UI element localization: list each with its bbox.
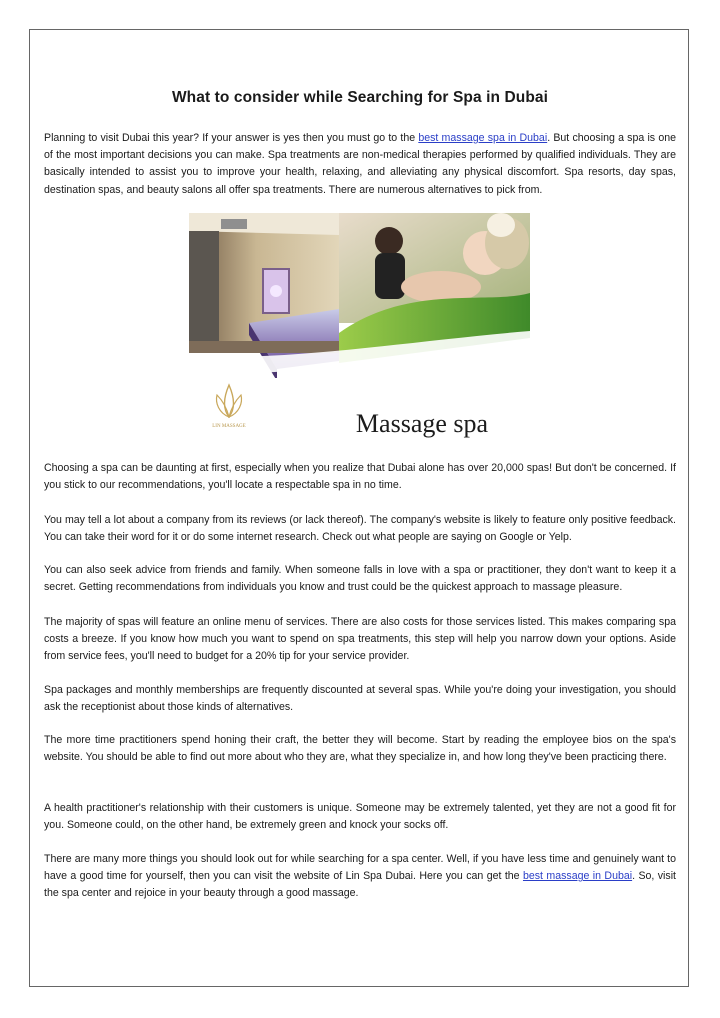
paragraph-reviews: You may tell a lot about a company from its reviews (or lack thereof). The company's website is likely to feature only positive feedback. You can take their word for it or do some internet research. Check out what people are saying on Google or Yelp. — [44, 514, 676, 544]
closing-paragraph — [44, 851, 676, 903]
paragraph-packages: Spa packages and monthly memberships are frequently discounted at several spas. While you're doing your investigation, you should ask the receptionist about those kinds of alternatives. — [44, 684, 676, 714]
best-massage-spa-link[interactable]: best massage spa in Dubai — [418, 132, 548, 144]
paragraph-menu-costs: The majority of spas will feature an online menu of services. There are also costs for those services listed. This makes comparing spa costs a breeze. If you know how much you want to spend on spa treatments, this step will help you narrow down your options. Aside from service fees, you'll need to budget for a 20% tip for your service provider. — [44, 616, 676, 663]
image-caption: Massage spa — [355, 409, 489, 438]
intro-text-start: Planning to visit Dubai this year? If your answer is yes then you must go to the — [44, 132, 419, 144]
closing-text-end: . So, visit the spa center and rejoice in your beauty through a good massage. — [44, 870, 677, 900]
hero-image — [189, 213, 530, 439]
massage-spa-illustration — [189, 213, 530, 439]
intro-text-end: . But choosing a spa is one of the most important decisions you can make. Spa treatments are non-medical therapies performed by qualified individuals. They are basically intended to assist you to improve your health, relaxing, and alleviating any physical discomfort. Spa resorts, day spas, destination spas, and beauty salons all offer spa treatments. There are numerous alternatives to pick from. — [44, 132, 676, 196]
best-massage-dubai-link[interactable]: best massage in Dubai — [522, 870, 633, 883]
intro-paragraph — [44, 130, 676, 199]
logo-text: LIN MASSAGE — [212, 424, 246, 429]
paragraph-spa-count: Choosing a spa can be daunting at first, especially when you realize that Dubai alone has over 20,000 spas! But don't be concerned. If you stick to our recommendations, you'll locate a respectable spa in no time. — [44, 462, 676, 492]
closing-text-start: There are many more things you should look out for while searching for a spa center. Well, if you have less time and genuinely want to have a good time for yourself, then you can visit the website of Lin Spa Dubai. Here you can get the — [44, 853, 676, 883]
paragraph-friends-family: You can also seek advice from friends and family. When someone falls in love with a spa or practitioner, they don't want to keep it a secret. Getting recommendations from individuals you know and trust could be the quickest approach to massage pleasure. — [44, 564, 676, 594]
paragraph-relationship: A health practitioner's relationship with their customers is unique. Someone may be extremely talented, yet they are not a good fit for you. Someone could, on the other hand, be extremely green and knock your socks off. — [44, 802, 676, 832]
paragraph-practitioners: The more time practitioners spend honing their craft, the better they will become. Start by reading the employee bios on the spa's website. You should be able to find out more about who they are, what they specialize in, and how long they've been practicing there. — [44, 734, 676, 764]
page-title: What to consider while Searching for Spa in Dubai — [171, 89, 549, 106]
